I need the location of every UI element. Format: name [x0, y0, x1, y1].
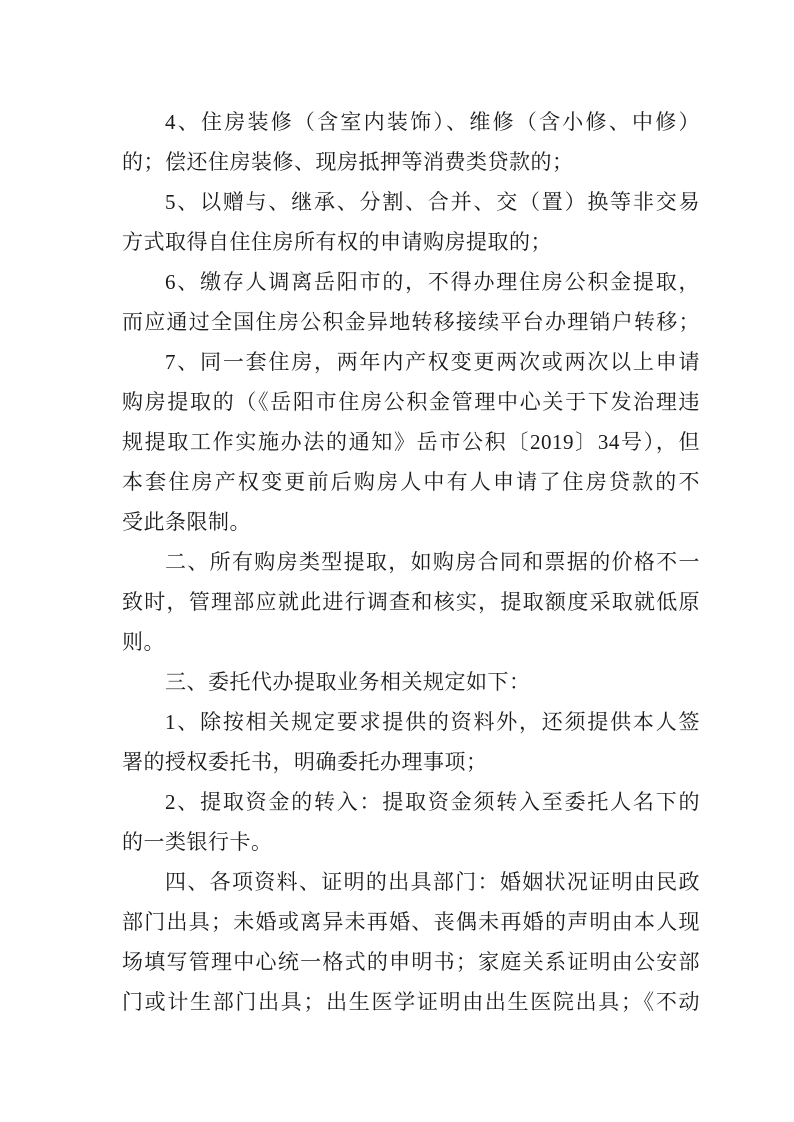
paragraph — [122, 662, 700, 702]
text-line: 致时，管理部应就此进行调查和核实，提取额度采取就低原 — [122, 590, 700, 614]
text-line: 5、以赠与、继承、分割、合并、交（置）换等非交易 — [165, 190, 700, 214]
text-line: 规提取工作实施办法的通知》岳市公积〔2019〕34号），但 — [122, 430, 700, 454]
paragraph — [122, 182, 700, 262]
text-line: 本套住房产权变更前后购房人中有人申请了住房贷款的不 — [122, 470, 700, 494]
text-line: 2、提取资金的转入：提取资金须转入至委托人名下的 — [165, 790, 700, 814]
text-line: 门或计生部门出具；出生医学证明由出生医院出具；《不动 — [122, 990, 700, 1014]
text-line: 署的授权委托书，明确委托办理事项； — [122, 750, 488, 774]
paragraph — [122, 102, 700, 182]
text-line: 的一类银行卡。 — [122, 830, 273, 854]
text-line: 二、所有购房类型提取，如购房合同和票据的价格不一 — [165, 550, 700, 574]
document-body — [122, 102, 700, 1022]
text-line: 7、同一套住房，两年内产权变更两次或两次以上申请 — [165, 350, 700, 374]
text-line: 场填写管理中心统一格式的申明书；家庭关系证明由公安部 — [122, 950, 700, 974]
text-line: 而应通过全国住房公积金异地转移接续平台办理销户转移； — [122, 310, 700, 334]
text-line: 6、缴存人调离岳阳市的，不得办理住房公积金提取， — [165, 270, 700, 294]
paragraph — [122, 862, 700, 1022]
paragraph — [122, 702, 700, 782]
text-line: 4、住房装修（含室内装饰）、维修（含小修、中修） — [165, 110, 700, 134]
text-line: 1、除按相关规定要求提供的资料外，还须提供本人签 — [165, 710, 700, 734]
text-line: 部门出具；未婚或离异未再婚、丧偶未再婚的声明由本人现 — [122, 910, 700, 934]
text-line: 三、委托代办提取业务相关规定如下： — [165, 670, 531, 694]
text-line: 则。 — [122, 630, 165, 654]
text-line: 方式取得自住住房所有权的申请购房提取的； — [122, 230, 552, 254]
paragraph — [122, 262, 700, 342]
text-line: 受此条限制。 — [122, 510, 251, 534]
paragraph — [122, 342, 700, 542]
paragraph — [122, 542, 700, 662]
text-line: 购房提取的（《岳阳市住房公积金管理中心关于下发治理违 — [122, 390, 700, 414]
text-line: 四、各项资料、证明的出具部门：婚姻状况证明由民政 — [165, 870, 700, 894]
paragraph — [122, 782, 700, 862]
text-line: 的；偿还住房装修、现房抵押等消费类贷款的； — [122, 150, 574, 174]
